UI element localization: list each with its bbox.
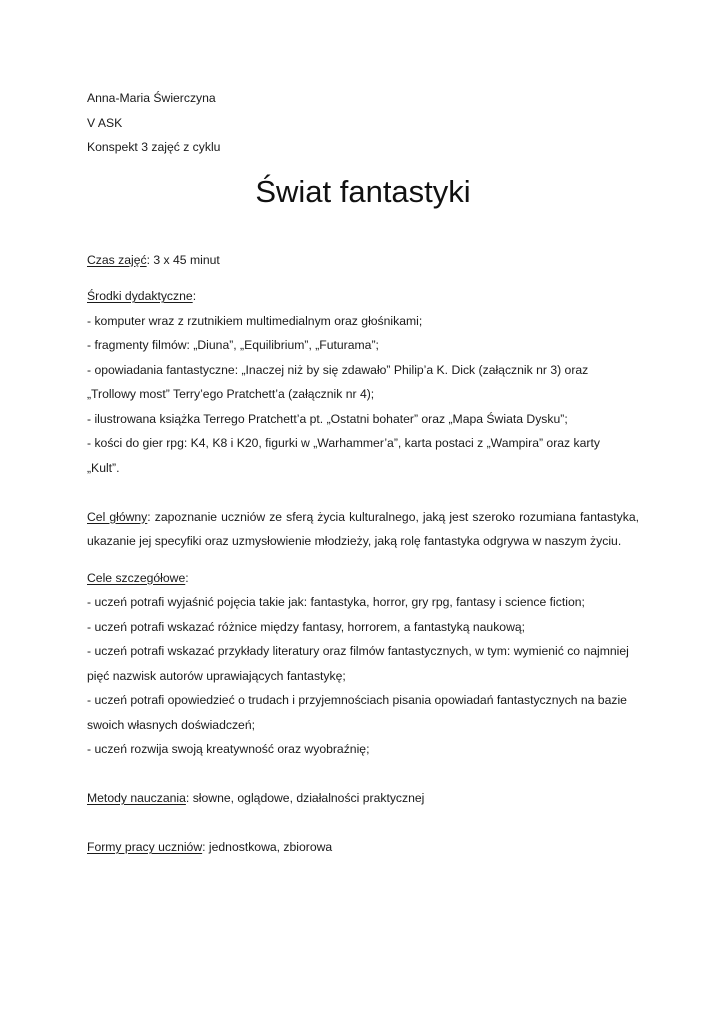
- detailed-goals-colon: :: [185, 570, 189, 585]
- means-item: - ilustrowana książka Terrego Pratchett’a pt. „Ostatni bohater” oraz „Mapa Świata Dysku”;: [87, 411, 568, 426]
- means-colon: :: [192, 289, 197, 303]
- means-item: - fragmenty filmów: „Diuna”, „Equilibrium”, „Futurama”;: [87, 338, 379, 352]
- means-item: „Kult”.: [87, 460, 120, 475]
- spacer: [87, 272, 639, 284]
- means-item: „Trollowy most” Terry’ego Pratchett’a (załącznik nr 4);: [87, 387, 375, 401]
- main-goal-line: [87, 505, 639, 530]
- spacer: [87, 480, 639, 505]
- means-item: - opowiadania fantastyczne: „Inaczej niż by się zdawało” Philip’a K. Dick (załącznik nr 3) oraz: [87, 362, 589, 377]
- detailed-goal-item: - uczeń potrafi wyjaśnić pojęcia takie jak: fantastyka, horror, gry rpg, fantasy i science fiction;: [87, 595, 585, 609]
- methods-label: Metody nauczania: [87, 791, 186, 805]
- time-label: Czas zajęć: [87, 252, 147, 267]
- forms-section: [87, 835, 639, 860]
- means-item: - kości do gier rpg: K4, K8 i K20, figurki w „Warhammer’a”, karta postaci z „Wampira” oraz karty: [87, 436, 600, 450]
- spacer: [87, 554, 639, 566]
- means-label: Środki dydaktyczne: [87, 289, 193, 303]
- forms-label: Formy pracy uczniów: [87, 840, 203, 854]
- detailed-goals-label: Cele szczegółowe: [87, 570, 186, 585]
- detailed-goal-item: swoich własnych doświadczeń;: [87, 717, 255, 732]
- document-subtitle: Konspekt 3 zajęć z cyklu: [87, 140, 221, 154]
- main-goal-line: ukazanie jej specyfiki oraz uzmysłowienie młodzieży, jaką rolę fantastyka odgrywa w naszym życiu.: [87, 534, 622, 548]
- detailed-goal-item: - uczeń potrafi wskazać różnice między fantasy, horrorem, a fantastyką naukową;: [87, 619, 526, 634]
- detailed-goal-item: - uczeń potrafi opowiedzieć o trudach i przyjemnościach pisania opowiadań fantastycznych na bazie: [87, 693, 627, 707]
- author-name: Anna-Maria Świerczyna: [87, 91, 216, 105]
- detailed-goals-heading: [87, 566, 639, 591]
- spacer: [87, 762, 639, 787]
- time-value: : 3 x 45 minut: [146, 252, 220, 267]
- page-title: Świat fantastyki: [255, 173, 471, 209]
- spacer: [87, 811, 639, 836]
- detailed-goal-item: - uczeń rozwija swoją kreatywność oraz wyobraźnię;: [87, 742, 370, 756]
- detailed-goal-item: pięć nazwisk autorów uprawiających fantastykę;: [87, 668, 346, 683]
- document-body: [87, 86, 639, 860]
- detailed-goal-item: - uczeń potrafi wskazać przykłady literatury oraz filmów fantastycznych, w tym: wymienić co najmniej: [87, 644, 629, 658]
- forms-value: : jednostkowa, zbiorowa: [202, 840, 333, 854]
- methods-section: [87, 786, 639, 811]
- methods-value: : słowne, oglądowe, działalności praktycznej: [185, 791, 425, 805]
- main-goal-text: : zapoznanie uczniów ze sferą życia kulturalnego, jaką jest szeroko rozumiana fantastyka,: [147, 509, 639, 524]
- means-item: - komputer wraz z rzutnikiem multimedialnym oraz głośnikami;: [87, 313, 423, 328]
- means-heading: [87, 284, 639, 309]
- time-section: [87, 248, 639, 273]
- class-name: V ASK: [87, 115, 123, 130]
- main-goal-label: Cel główny: [87, 509, 148, 524]
